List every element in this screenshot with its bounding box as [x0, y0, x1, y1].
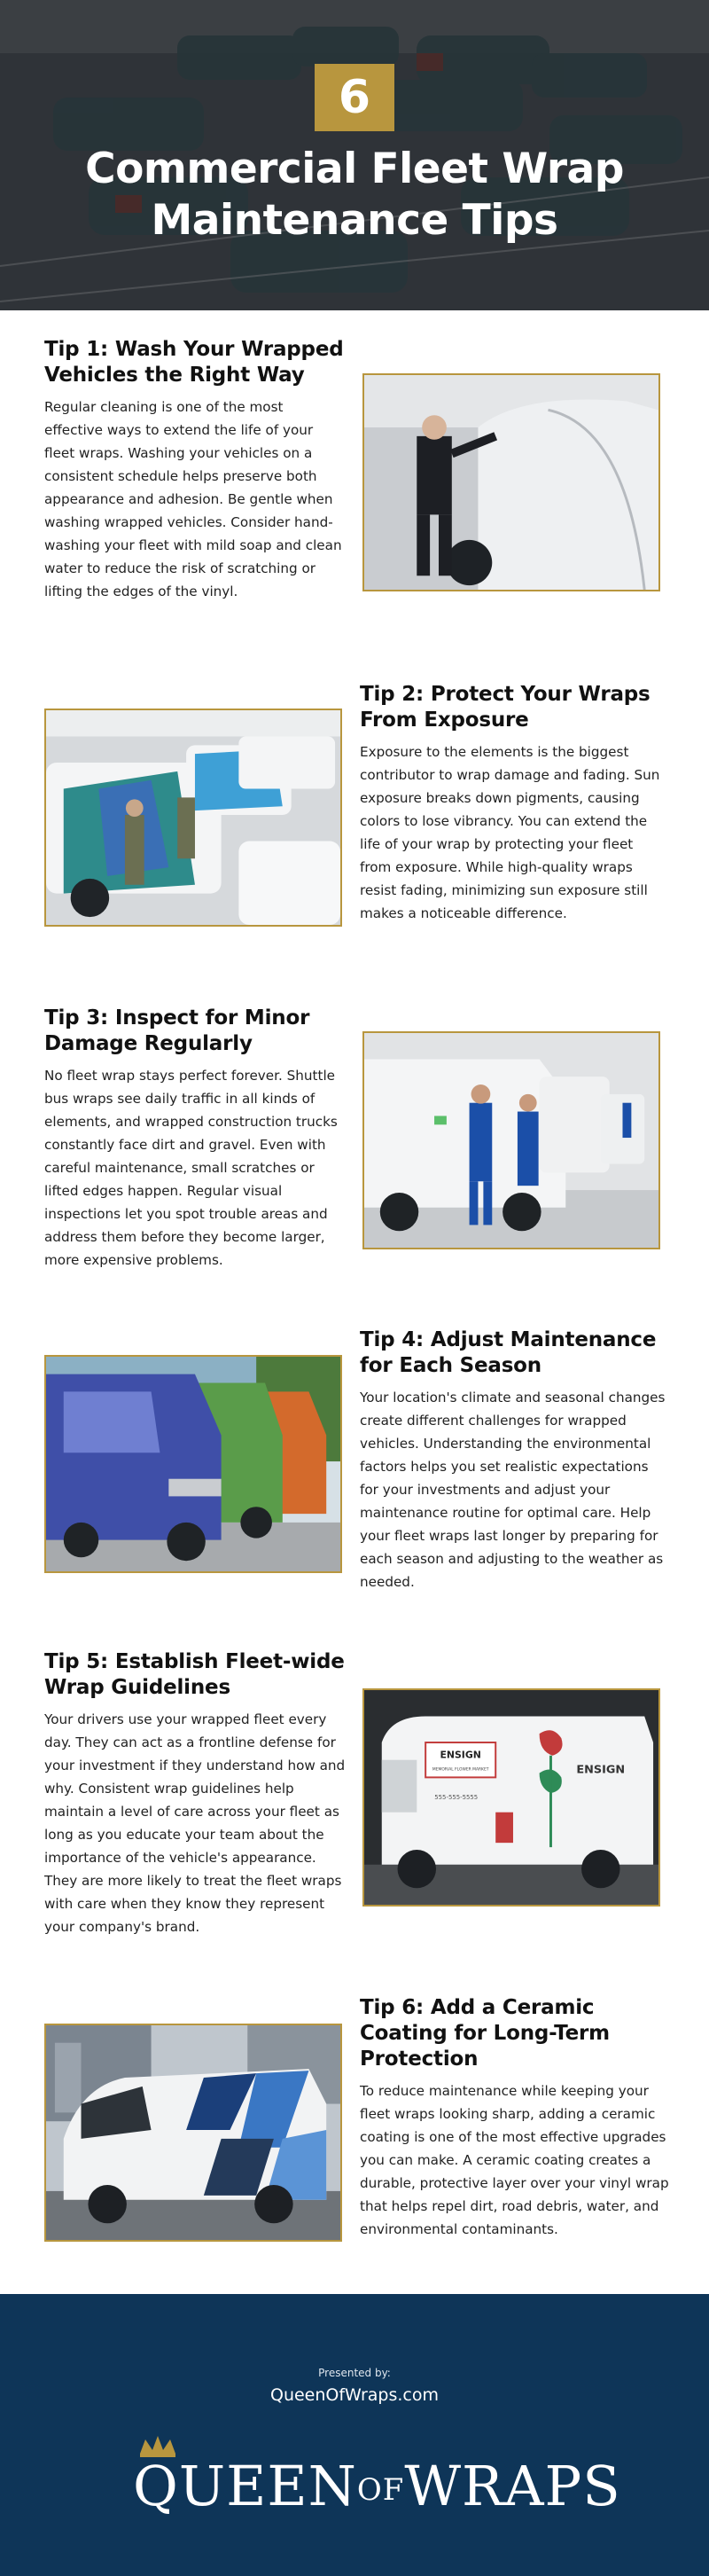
- page-title-line1: Commercial Fleet Wrap: [85, 145, 624, 193]
- van-sign-brand-rear: ENSIGN: [576, 1763, 626, 1777]
- tip-2-title: [360, 682, 670, 733]
- tip-count-badge: 6: [315, 64, 394, 131]
- website-link[interactable]: QueenOfWraps.com: [269, 2385, 440, 2405]
- tip-4-title: [360, 1327, 670, 1379]
- van-sign-brand: ENSIGN: [440, 1749, 481, 1761]
- logo-queen: QUEEN: [133, 2454, 357, 2518]
- tip-6-body: To reduce maintenance while keeping your fleet wraps looking sharp, adding a ceramic coating is one of the most effective upgrades you can make. A ceramic coating creates a durable, protective layer over your vinyl wrap that helps repel dirt, road debris, water, and environmental contaminants.: [360, 2083, 669, 2237]
- page-title-line2: Maintenance Tips: [151, 196, 558, 245]
- hero-banner: [0, 0, 709, 310]
- tip-3-title: [44, 1006, 346, 1057]
- tip-4-title-line2: for Each Season: [360, 1354, 541, 1377]
- tip-4-title-line1: Tip 4: Adjust Maintenance: [360, 1328, 657, 1351]
- tip-3-photo: [362, 1031, 660, 1249]
- tip-6-title-line2: Coating for Long-Term: [360, 2022, 610, 2045]
- tip-1-photo: [362, 373, 660, 591]
- queen-of-wraps-logo: [0, 2427, 709, 2525]
- tip-3-title-line2: Damage Regularly: [44, 1032, 253, 1055]
- tip-2-title-line1: Tip 2: Protect Your Wraps: [360, 683, 651, 706]
- tip-6-title-line1: Tip 6: Add a Ceramic: [360, 1996, 595, 2019]
- tip-2-photo: [44, 709, 342, 927]
- tip-4-photo: [44, 1355, 342, 1573]
- presented-by-label: Presented by:: [318, 2367, 391, 2379]
- tip-5-title: [44, 1649, 350, 1701]
- van-sign-sub: MEMORIAL FLOWER MARKET: [432, 1767, 489, 1773]
- tip-5-photo: [362, 1688, 660, 1907]
- logo-of: OF: [356, 2472, 405, 2508]
- tip-1-title-line1: Tip 1: Wash Your Wrapped: [44, 338, 344, 361]
- tip-6-photo: [44, 2024, 342, 2242]
- tip-3-title-line1: Tip 3: Inspect for Minor: [44, 1006, 310, 1030]
- logo-wraps: WRAPS: [404, 2454, 621, 2518]
- tip-6-title-line3: Protection: [360, 2047, 479, 2071]
- footer: [0, 2294, 709, 2576]
- svg-text:QUEENOFWRAPS: [133, 2454, 621, 2518]
- tip-1-body: Regular cleaning is one of the most effective ways to extend the life of your fleet wraps. Washing your vehicles on a consistent schedule helps preserve both appearance and adhesion. Be gentle when washing wrapped vehicles. Consider hand-washing your fleet with mild soap and clean water to reduce the risk of scratching or lifting the edges of the vinyl.: [44, 399, 342, 599]
- tip-5-title-line2: Wrap Guidelines: [44, 1676, 230, 1699]
- tip-3-body: No fleet wrap stays perfect forever. Shuttle bus wraps see daily traffic in all kinds of elements, and wrapped construction trucks constantly face dirt and gravel. Even with careful maintenance, small scratches or lifted edges happen. Regular visual inspections let you spot trouble areas and address them before they become larger, more expensive problems.: [44, 1068, 338, 1268]
- tip-1-title-line2: Vehicles the Right Way: [44, 364, 305, 387]
- tip-5-title-line1: Tip 5: Establish Fleet-wide: [44, 1650, 345, 1673]
- tip-5-body: Your drivers use your wrapped fleet every day. They can act as a frontline defense for your investment if they understand how and why. Consistent wrap guidelines help maintain a level of care across your fleet as long as you educate your team about the importance of the vehicle's appearance. They are more likely to treat the fleet wraps with care when they know they represent your company's brand.: [44, 1711, 346, 1935]
- tip-4-body: Your location's climate and seasonal changes create different challenges for wrapped vehicles. Understanding the environmental factors helps you set realistic expectations for your investments and adjust your maintenance routine for optimal care. Help your fleet wraps last longer by preparing for each season and adjusting to the weather as needed.: [360, 1390, 666, 1590]
- tip-6-title: [360, 1995, 670, 2072]
- tip-2-body: Exposure to the elements is the biggest contributor to wrap damage and fading. Sun exposure breaks down pigments, causing colors to lose vibrancy. You can extend the life of your wrap by protecting your fleet from exposure. While high-quality wraps resist fading, minimizing sun exposure still makes a noticeable difference.: [360, 744, 660, 921]
- van-sign-phone: 555-555-5555: [434, 1793, 479, 1801]
- tip-2-title-line2: From Exposure: [360, 709, 529, 732]
- tip-1-title: [44, 337, 346, 388]
- page-title: [0, 144, 709, 247]
